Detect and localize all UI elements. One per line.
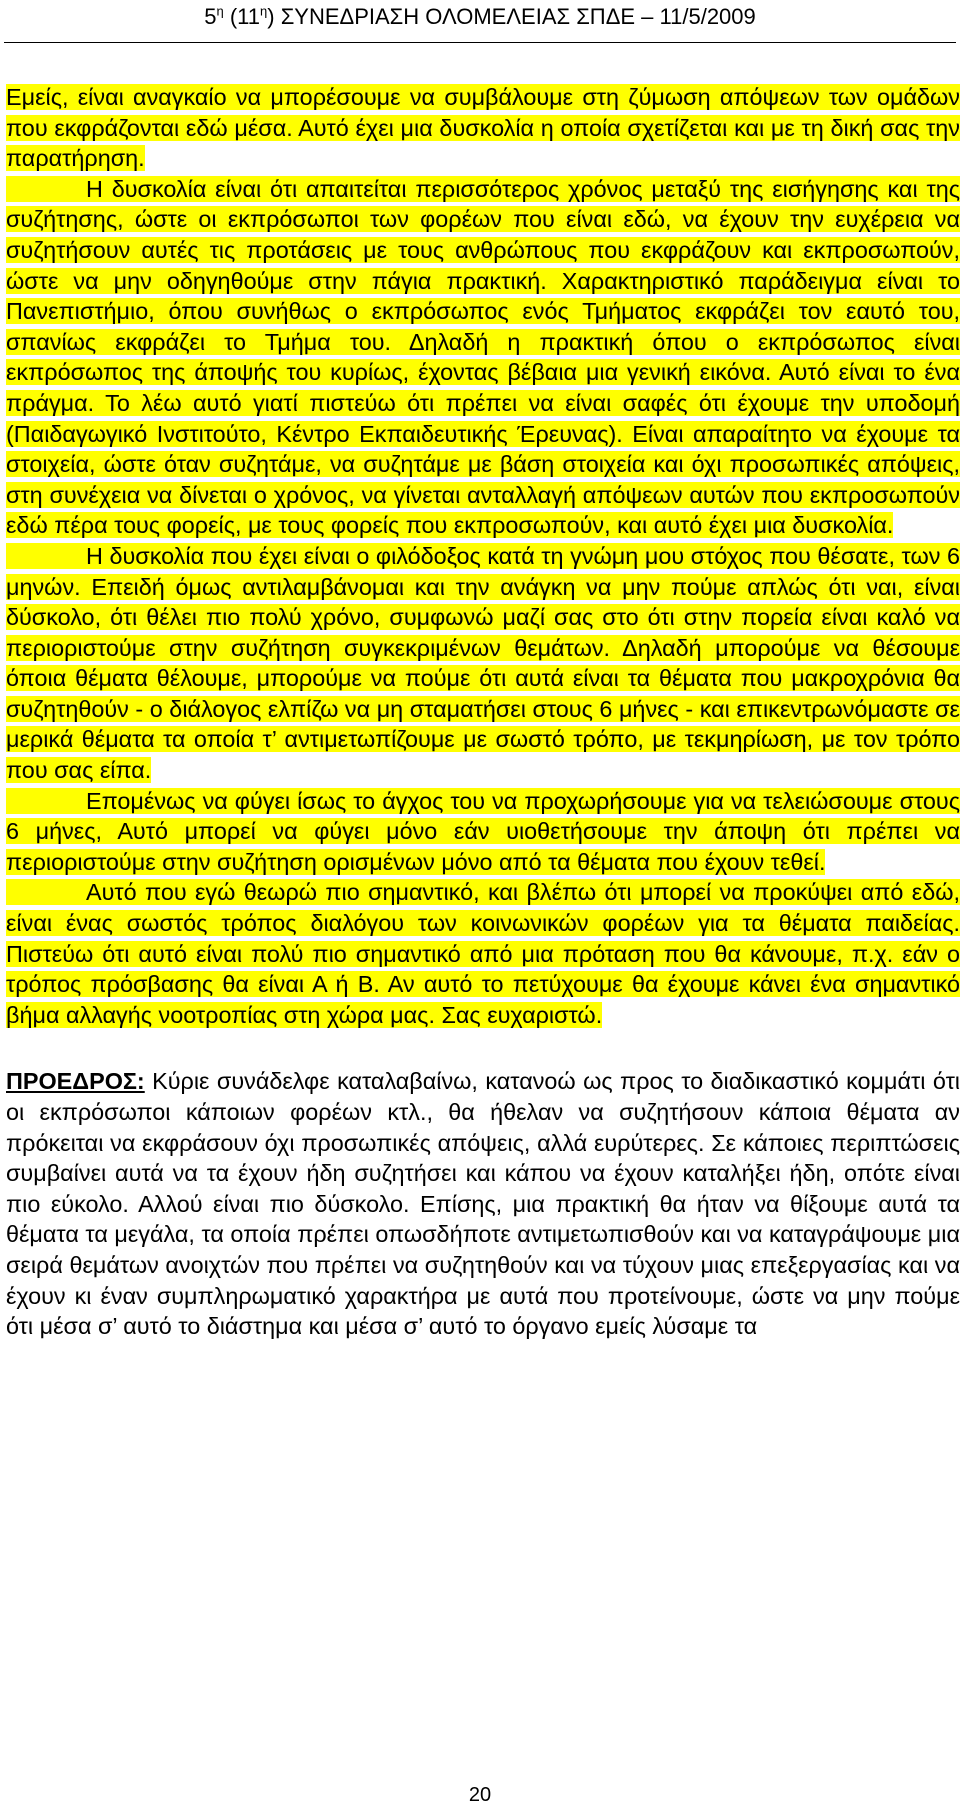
page-header (0, 4, 960, 30)
highlighted-text: Εμείς, είναι αναγκαίο να μπορέσουμε να συμβάλουμε στη ζύμωση απόψεων των ομάδων που εκφράζονται εδώ μέσα. Αυτό έχει μια δυσκολία η οποία σχετίζεται και με τη δική σας την παρατήρηση. (6, 84, 960, 172)
paragraph-text: Αυτό που εγώ θεωρώ πιο σημαντικό, και βλέπω ότι μπορεί να προκύψει από εδώ, είναι ένας σωστός τρόπος διαλόγου των κοινωνικών φορέων για τα θέματα παιδείας. Πιστεύω ότι αυτό είναι πολύ πιο σημαντικό από μια πρόταση που θα κάνουμε, π.χ. εάν ο τρόπος πρόσβασης θα είναι Α ή Β. Αν αυτό το πετύχουμε θα έχουμε κάνει ένα σημαντικό βήμα αλλαγής νοοτροπίας στη χώρα μας. Σας ευχαριστώ. (6, 879, 960, 1028)
highlighted-text (6, 879, 960, 1027)
header-rule (4, 42, 956, 43)
header-session-number-2: (11 (229, 4, 261, 29)
page-number: 20 (468, 1784, 492, 1806)
paragraph (6, 174, 960, 541)
paragraph (6, 541, 960, 786)
highlighted-text (6, 176, 960, 539)
header-title: ) ΣΥΝΕΔΡΙΑΣΗ ΟΛΟΜΕΛΕΙΑΣ ΣΠΔΕ – 11/5/2009 (267, 4, 756, 29)
header-superscript-2: η (260, 3, 268, 19)
paragraph-text: Η δυσκολία είναι ότι απαιτείται περισσότερος χρόνος μεταξύ της εισήγησης και της συζήτησης, ώστε οι εκπρόσωποι των φορέων που είναι εδώ, να έχουν την ευχέρεια να συζητήσουν αυτές τις προτάσεις με τους ανθρώπους που εκφράζουν και εκπροσωπούν, ώστε να μην οδηγηθούμε στην πάγια πρακτική. Χαρακτηριστικό παράδειγμα είναι το Πανεπιστήμιο, όπου συνήθως ο εκπρόσωπος ενός Τμήματος εκφράζει τον εαυτό του, σπανίως εκφράζει το Τμήμα του. Δηλαδή η πρακτική όπου ο εκπρόσωπος είναι εκπρόσωπος της άποψής του κυρίως, έχοντας βέβαια μια γενική εικόνα. Αυτό είναι το ένα πράγμα. Το λέω αυτό γιατί πιστεύω ότι πρέπει να είναι σαφές ότι έχουμε την υποδομή (Παιδαγωγικό Ινστιτούτο, Κέντρο Εκπαιδευτικής Έρευνας). Είναι απαραίτητο να έχουμε τα στοιχεία, ώστε όταν συζητάμε, να συζητάμε με βάση στοιχεία και όχι προσωπικές απόψεις, στη συνέχεια να δίνεται ο χρόνος, να γίνεται ανταλλαγή απόψεων αυτών που εκπροσωπούν εδώ πέρα τους φορείς, με τους φορείς που εκπροσωπούν, και αυτό έχει μια δυσκολία. (6, 175, 960, 539)
speaker-text: Κύριε συνάδελφε καταλαβαίνω, κατανοώ ως προς το διαδικαστικό κομμάτι ότι οι εκπρόσωποι κάποιων φορέων κτλ., θα ήθελαν να συζητήσουν κάποια θέματα αν πρόκειται να εκφράσουν όχι προσωπικές απόψεις, αλλά ευρύτερες. Σε κάποιες περιπτώσεις συμβαίνει αυτά να τα έχουν ήδη συζητήσει και κάπου να έχουν καταλήξει ήδη, οπότε είναι πιο εύκολο. Αλλού είναι πιο δύσκολο. Επίσης, μια πρακτική θα ήταν να θίξουμε αυτά τα θέματα τα μεγάλα, τα οποία πρέπει οπωσδήποτε αντιμετωπισθούν και να καταγράψουμε μια σειρά θεμάτων ανοιχτών που πρέπει να συζητηθούν και να τύχουν μιας επεξεργασίας και να έχουν κι έναν συμπληρωματικό χαρακτήρα με αυτά που προτείνουμε, ώστε να μην πούμε ότι μέσα σ’ αυτό το διάστημα και μέσα σ’ αυτό το όργανο εμείς λύσαμε τα (6, 1068, 960, 1340)
paragraph (6, 877, 960, 1030)
header-superscript-1: η (216, 3, 224, 19)
paragraph (6, 82, 960, 174)
header-session-number: 5 (204, 4, 217, 29)
highlighted-text (6, 788, 960, 875)
highlighted-text (6, 543, 960, 783)
speaker-label: ΠΡΟΕΔΡΟΣ: (6, 1068, 145, 1095)
document-body (6, 82, 960, 1342)
paragraph-text: Επομένως να φύγει ίσως το άγχος του να προχωρήσουμε για να τελειώσουμε στους 6 μήνες, Αυτό μπορεί να φύγει μόνο εάν υιοθετήσουμε την άποψη ότι πρέπει να περιοριστούμε στην συζήτηση ορισμένων μόνο από τα θέματα που έχουν τεθεί. (6, 787, 960, 875)
paragraph (6, 786, 960, 878)
paragraph-text: Η δυσκολία που έχει είναι ο φιλόδοξος κατά τη γνώμη μου στόχος που θέσατε, των 6 μηνών. Επειδή όμως αντιλαμβάνομαι και την ανάγκη να μην πούμε απλώς ότι ναι, είναι δύσκολο, ότι θέλει πιο πολύ χρόνο, συμφωνώ μαζί σας στο ότι στην πορεία είναι καλό να περιοριστούμε στην συζήτηση συγκεκριμένων θεμάτων. Δηλαδή μπορούμε να θέσουμε όποια θέματα θέλουμε, μπορούμε να πούμε ότι αυτά είναι τα θέματα που μακροχρόνια θα συζητηθούν - ο διάλογος ελπίζω να μη σταματήσει στους 6 μήνες - και επικεντρωνόμαστε σε μερικά θέματα τα οποία τ’ αντιμετωπίζουμε με σωστό τρόπο, με τεκμηρίωση, με τον τρόπο που σας είπα. (6, 542, 960, 784)
paragraph-gap (6, 1030, 960, 1066)
speaker-paragraph (6, 1066, 960, 1341)
